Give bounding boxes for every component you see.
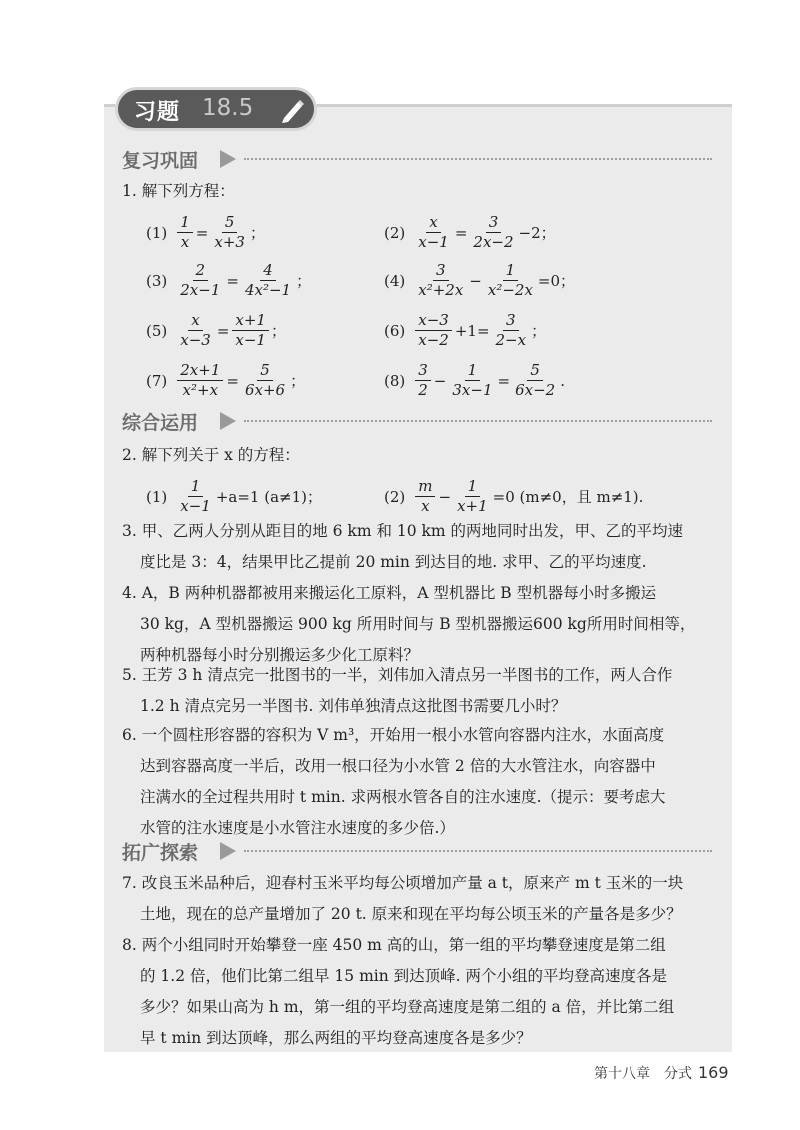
section-review: [122, 146, 712, 172]
q7: 7. 改良玉米品种后，迎春村玉米平均每公顷增加产量 a t，原来产 m t 玉米的一块 土地，现在的总产量增加了 20 t. 原来和现在平均每公顷玉米的产量各是多少？: [122, 874, 684, 923]
badge-number: 18.5: [202, 95, 254, 121]
fraction: $\frac{x+1}{x-1}$: [232, 312, 269, 349]
q2-item-1: (1) $\frac{1}{x-1}$ +a=1 (a≠1)；: [146, 477, 322, 515]
fraction: $\frac{3}{2}$: [415, 362, 431, 399]
triangle-icon: [220, 150, 236, 168]
fraction: $\frac{4}{\text{4x²−1}}$: [244, 261, 292, 299]
q1-item: (3) $\frac{2}{2x-1}$ = $\frac{4}{\text{4x²−1}}$ ；: [146, 261, 312, 299]
section-review-label: 复习巩固: [122, 150, 199, 172]
q5: 5. 王芳 3 h 清点完一批图书的一半，刘伟加入清点另一半图书的工作，两人合作 1.2 h 清点完另一半图书. 刘伟单独清点这批图书需要几小时？: [122, 666, 673, 715]
q1-item: (6) $\frac{x-3}{x-2}$ +1= $\frac{3}{2-x}$ ；: [384, 311, 547, 349]
chapter-title: 第十八章 分式: [594, 1066, 692, 1082]
fraction: $\frac{1}{x-1}$: [180, 477, 211, 515]
fraction: $\frac{5}{x+3}$: [214, 213, 245, 251]
dotted-divider: [244, 850, 712, 852]
fraction: $\frac{3}{2-x}$: [495, 311, 527, 349]
pencil-icon: [278, 96, 306, 124]
fraction: $\frac{2x+1}{\text{x²+x}}$: [177, 362, 223, 399]
q1-item: (1) $\frac{1}{x}$ = $\frac{5}{x+3}$ ；: [146, 213, 265, 251]
section-explore-label: 拓广探索: [122, 842, 199, 864]
fraction: $\frac{x}{x-1}$: [418, 213, 449, 251]
triangle-icon: [220, 842, 236, 860]
triangle-icon: [220, 412, 236, 430]
q4: 4. A，B 两种机器都被用来搬运化工原料，A 型机器比 B 型机器每小时多搬运 30 kg，A 型机器搬运 900 kg 所用时间与 B 型机器搬运600 kg所用时间相等， 两种机器每小时分别搬运多少化工原料？: [122, 584, 696, 664]
fraction: $\frac{3}{\text{x²+2x}}$: [418, 261, 464, 299]
fraction: $\frac{5}{6x+6}$: [244, 361, 286, 399]
badge-title: 习题: [134, 100, 181, 125]
fraction: $\frac{2}{2x-1}$: [180, 261, 221, 299]
q2-stem: 2. 解下列关于 x 的方程：: [122, 446, 300, 464]
q1-item: (5) $\frac{x}{x-3}$ = $\frac{x+1}{x-1}$ ；: [146, 311, 286, 349]
q1-item: (2) $\frac{x}{x-1}$ = $\frac{3}{2x-2}$ −2；: [384, 213, 556, 251]
q1-item: (8) $\frac{3}{2}$ − $\frac{1}{3x-1}$ = $\frac{5}{6x-2}$ .: [384, 361, 565, 399]
page-number: 169: [698, 1063, 729, 1082]
dotted-divider: [244, 158, 712, 160]
q6: 6. 一个圆柱形容器的容积为 V m³，开始用一根小水管向容器内注水，水面高度 达到容器高度一半后，改用一根口径为小水管 2 倍的大水管注水，向容器中 注满水的全过程共用时 t min. 求两根水管各自的注水速度.（提示：要考虑大 水管的注水速度是小水管注水速度的多少倍.）: [122, 726, 666, 837]
fraction: $\frac{3}{2x-2}$: [473, 213, 514, 251]
fraction: $\frac{1}{x+1}$: [457, 477, 488, 515]
fraction: $\frac{x-3}{x-2}$: [415, 312, 452, 349]
q1-stem: 1. 解下列方程：: [122, 182, 235, 200]
section-apply: [122, 408, 712, 434]
section-apply-label: 综合运用: [122, 412, 199, 434]
q8: 8. 两个小组同时开始攀登一座 450 m 高的山，第一组的平均攀登速度是第二组 的 1.2 倍，他们比第二组早 15 min 到达顶峰. 两个小组的平均登高速度各是 多少？如果山高为 h m，第一组的平均登高速度是第二组的 a 倍，并比第二组 早 t min 到达顶峰，那么两组的平均登高速度各是多少？: [122, 936, 675, 1047]
dotted-divider: [244, 420, 712, 422]
fraction: $\frac{x}{x-3}$: [180, 311, 211, 349]
fraction: $\frac{1}{3x-1}$: [452, 361, 493, 399]
exercise-badge: [118, 90, 314, 128]
fraction: $\frac{5}{6x-2}$: [515, 361, 556, 399]
fraction: $\frac{1}{x}$: [177, 214, 193, 251]
q2-item-2: (2) $\frac{m}{x}$ − $\frac{1}{x+1}$ =0 (m≠0，且 m≠1).: [384, 477, 644, 515]
q1-item: (4) $\frac{3}{\text{x²+2x}}$ − $\frac{1}{\text{x²−2x}}$ =0；: [384, 261, 576, 299]
page-footer: [594, 1063, 729, 1083]
section-explore: [122, 838, 712, 864]
fraction: $\frac{m}{x}$: [415, 478, 435, 515]
q3: 3. 甲、乙两人分别从距目的地 6 km 和 10 km 的两地同时出发，甲、乙的平均速 度比是 3：4，结果甲比乙提前 20 min 到达目的地. 求甲、乙的平均速度.: [122, 522, 684, 571]
q1-item: (7) $\frac{2x+1}{\text{x²+x}}$ = $\frac{5}{6x+6}$ ；: [146, 361, 306, 399]
fraction: $\frac{1}{\text{x²−2x}}$: [487, 261, 533, 299]
